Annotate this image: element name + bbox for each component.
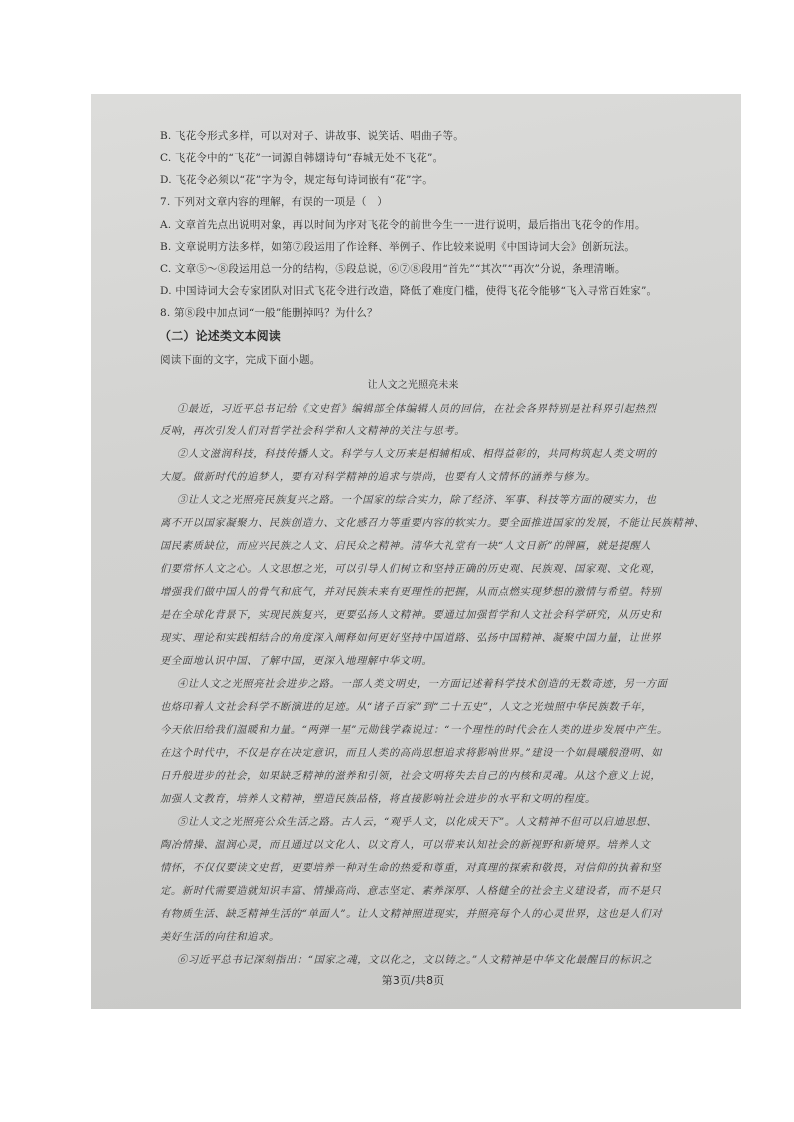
page-number: 第3页/共8页 (381, 974, 445, 987)
paragraph-1-line: ①最近，习近平总书记给《文史哲》编辑部全体编辑人员的回信，在社会各界特别是社科界引起热烈 (177, 403, 657, 415)
option-c: C. 飞花令中的“飞花”一词源自韩翃诗句“春城无处不飞花”。 (160, 152, 444, 164)
question-7-option-a: A. 文章首先点出说明对象，再以时间为序对飞花令的前世今生一一进行说明，最后指出飞花令的作用。 (160, 219, 646, 231)
question-7-option-d: D. 中国诗词大会专家团队对旧式飞花令进行改造，降低了难度门槛，使得飞花令能够“飞入寻常百姓家”。 (160, 285, 658, 297)
article-title: 让人文之光照亮未来 (367, 380, 459, 391)
paragraph-6-line: ⑥习近平总书记深刻指出：“国家之魂，文以化之，文以铸之。”人文精神是中华文化最醒目的标识之 (177, 954, 653, 966)
paragraph-3-line: 们要常怀人文之心。人文思想之光，可以引导人们树立和坚持正确的历史观、民族观、国家观、文化观， (160, 563, 662, 575)
paragraph-3-line: 增强我们做中国人的骨气和底气，并对民族未来有更理性的把握，从而点燃实现梦想的激情与希望。特别 (160, 586, 662, 598)
photographed-exam-page (91, 94, 741, 1009)
paragraph-5-line: 陶冶情操、温润心灵，而且通过以文化人、以文育人，可以带来认知社会的新视野和新境界。培养人文 (160, 839, 651, 851)
paragraph-5-line: 美好生活的向往和追求。 (160, 931, 280, 943)
paragraph-5-line: 有物质生活、缺乏精神生活的“单面人”。让人文精神照进现实，并照亮每个人的心灵世界，这也是人们对 (160, 908, 663, 920)
paragraph-5-line: 情怀，不仅仅要读文史哲，更要培养一种对生命的热爱和尊重，对真理的探索和敬畏，对信仰的执着和坚 (160, 862, 662, 874)
paragraph-4-line: 今天依旧给我们温暖和力量。“两弹一星”元勋钱学森说过：“一个理性的时代会在人类的进步发展中产生。 (160, 724, 668, 736)
paragraph-3-line: 是在全球化背景下，实现民族复兴，更要弘扬人文精神。要通过加强哲学和人文社会科学研究，从历史和 (160, 609, 662, 621)
option-d: D. 飞花令必须以“花”字为令，规定每句诗词嵌有“花”字。 (160, 174, 433, 186)
paragraph-4-line: 也烙印着人文社会科学不断演进的足迹。从“诸子百家”到“二十五史”，人文之光烛照中华民族数千年， (160, 701, 653, 713)
paragraph-3-line: 现实、理论和实践相结合的角度深入阐释如何更好坚持中国道路、弘扬中国精神、凝聚中国力量，让世界 (160, 632, 662, 644)
question-7: 7. 下列对文章内容的理解，有误的一项是（ ） (160, 196, 388, 208)
paragraph-2-line: 大厦。做新时代的追梦人，要有对科学精神的追求与崇尚，也要有人文情怀的涵养与修为。 (160, 471, 596, 483)
paragraph-3-line: ③让人文之光照亮民族复兴之路。一个国家的综合实力，除了经济、军事、科技等方面的硬实力，也 (177, 494, 657, 506)
paragraph-2-line: ②人文滋润科技，科技传播人文。科学与人文历来是相辅相成、相得益彰的，共同构筑起人类文明的 (177, 448, 657, 460)
section-heading: （二）论述类文本阅读 (159, 329, 282, 343)
paragraph-4-line: 日升般进步的社会，如果缺乏精神的滋养和引领，社会文明将失去自己的内核和灵魂。从这个意义上说， (160, 770, 662, 782)
paragraph-4-line: 加强人文教育，培养人文精神，塑造民族品格，将直接影响社会进步的水平和文明的程度。 (160, 793, 596, 805)
option-b: B. 飞花令形式多样，可以对对子、讲故事、说笑话、唱曲子等。 (160, 130, 464, 142)
paragraph-4-line: ④让人文之光照亮社会进步之路。一部人类文明史，一方面记述着科学技术创造的无数奇迹，另一方面 (177, 678, 668, 690)
question-7-option-c: C. 文章⑤～⑧段运用总一分的结构，⑤段总说，⑥⑦⑧段用“首先”“其次”“再次”分说，条理清晰。 (160, 263, 626, 275)
paragraph-3-line: 国民素质缺位，而应兴民族之人文、启民众之精神。清华大礼堂有一块“人文日新”的牌匾，就是提醒人 (160, 540, 652, 552)
paragraph-1-line: 反响，再次引发人们对哲学社会科学和人文精神的关注与思考。 (160, 425, 466, 437)
question-8: 8. 第⑧段中加点词“一般”能删掉吗？为什么？ (160, 307, 378, 319)
instruction: 阅读下面的文字，完成下面小题。 (160, 354, 321, 366)
paragraph-4-line: 在这个时代中，不仅是存在决定意识，而且人类的高尚思想追求将影响世界。”建设一个如晨曦般澄明、如 (160, 747, 662, 759)
paragraph-3-line: 更全面地认识中国、了解中国，更深入地理解中华文明。 (160, 655, 433, 667)
paragraph-5-line: 定。新时代需要造就知识丰富、情操高尚、意志坚定、素养深厚、人格健全的社会主义建设者，而不是只 (160, 885, 662, 897)
paragraph-5-line: ⑤让人文之光照亮公众生活之路。古人云，“观乎人文，以化成天下”。人文精神不但可以启迪思想、 (177, 816, 658, 828)
question-7-option-b: B. 文章说明方法多样，如第⑦段运用了作诠释、举例子、作比较来说明《中国诗词大会》创新玩法。 (160, 241, 636, 253)
paragraph-3-line: 离不开以国家凝聚力、民族创造力、文化感召力等重要内容的软实力。要全面推进国家的发展，不能让民族精神、 (160, 517, 705, 529)
